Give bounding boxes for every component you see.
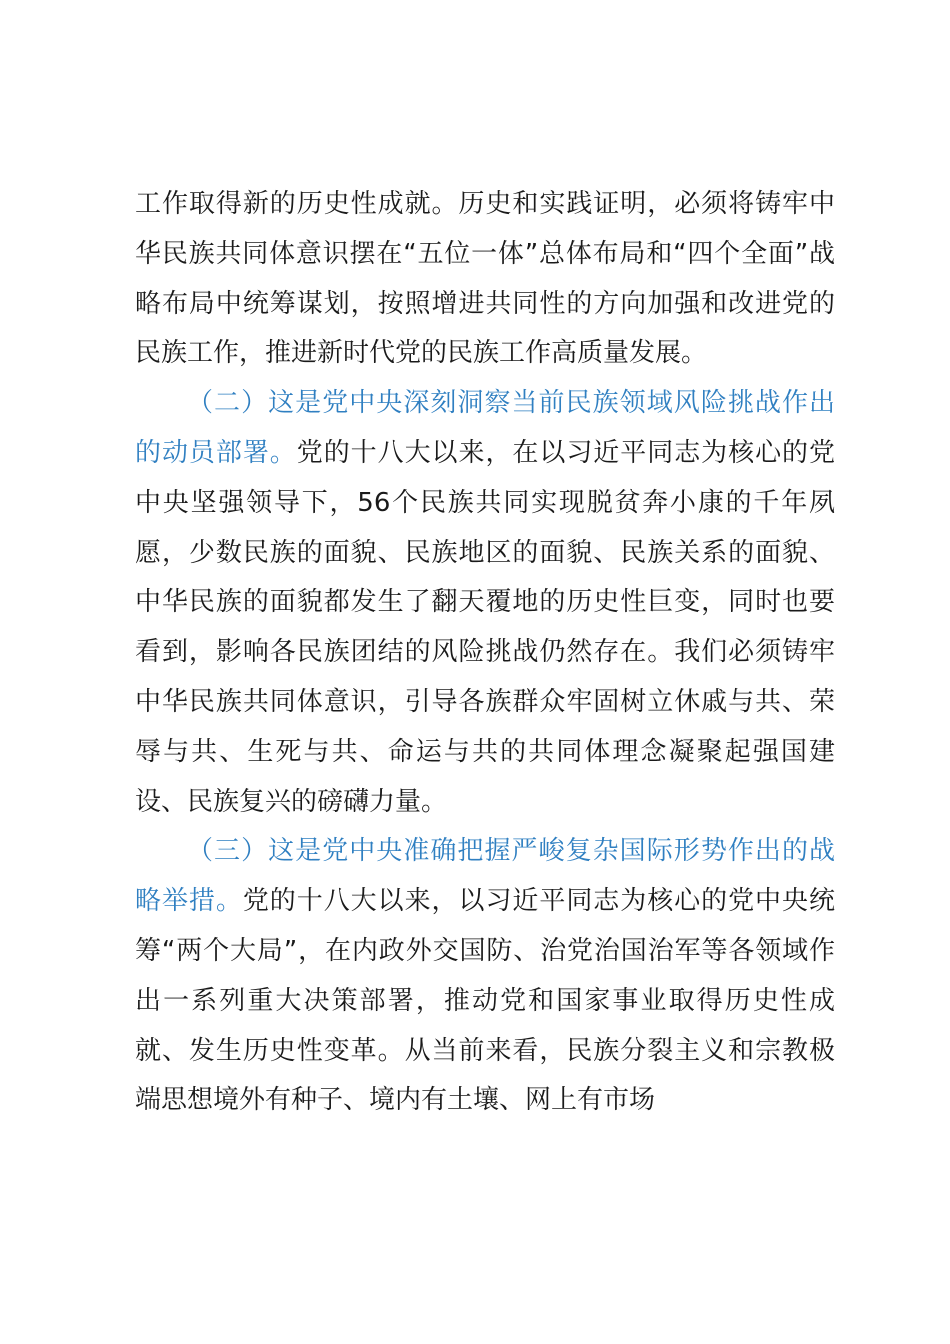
section-heading-3: （三）这是党中央准确把握严峻复杂国际形势作出的战略举措。 (135, 836, 835, 917)
paragraph-continuation (135, 180, 835, 379)
section-body-3: 党的十八大以来，以习近平同志为核心的党中央统筹“两个大局”，在内政外交国防、治党治国治军等各领域作出一系列重大决策部署，推动党和国家事业取得历史性成就、发生历史性变革。从当前来看，民族分裂主义和宗教极端思想境外有种子、境内有土壤、网上有市场 (135, 886, 835, 1116)
section-heading-2: （二）这是党中央深刻洞察当前民族领域风险挑战作出的动员部署。 (135, 388, 835, 468)
paragraph-section-3 (135, 827, 835, 1126)
paragraph-section-2 (135, 379, 835, 827)
document-body (135, 180, 835, 1126)
section-body-2: 党的十八大以来，在以习近平同志为核心的党中央坚强领导下，56个民族共同实现脱贫奔小康的千年夙愿，少数民族的面貌、民族地区的面貌、民族关系的面貌、中华民族的面貌都发生了翻天覆地的历史性巨变，同时也要看到，影响各民族团结的风险挑战仍然存在。我们必须铸牢中华民族共同体意识，引导各族群众牢固树立休戚与共、荣辱与共、生死与共、命运与共的共同体理念凝聚起强国建设、民族复兴的磅礴力量。 (135, 437, 835, 817)
paragraph-text: 工作取得新的历史性成就。历史和实践证明，必须将铸牢中华民族共同体意识摆在“五位一体”总体布局和“四个全面”战略布局中统筹谋划，按照增进共同性的方向加强和改进党的民族工作，推进新时代党的民族工作高质量发展。 (135, 189, 835, 369)
